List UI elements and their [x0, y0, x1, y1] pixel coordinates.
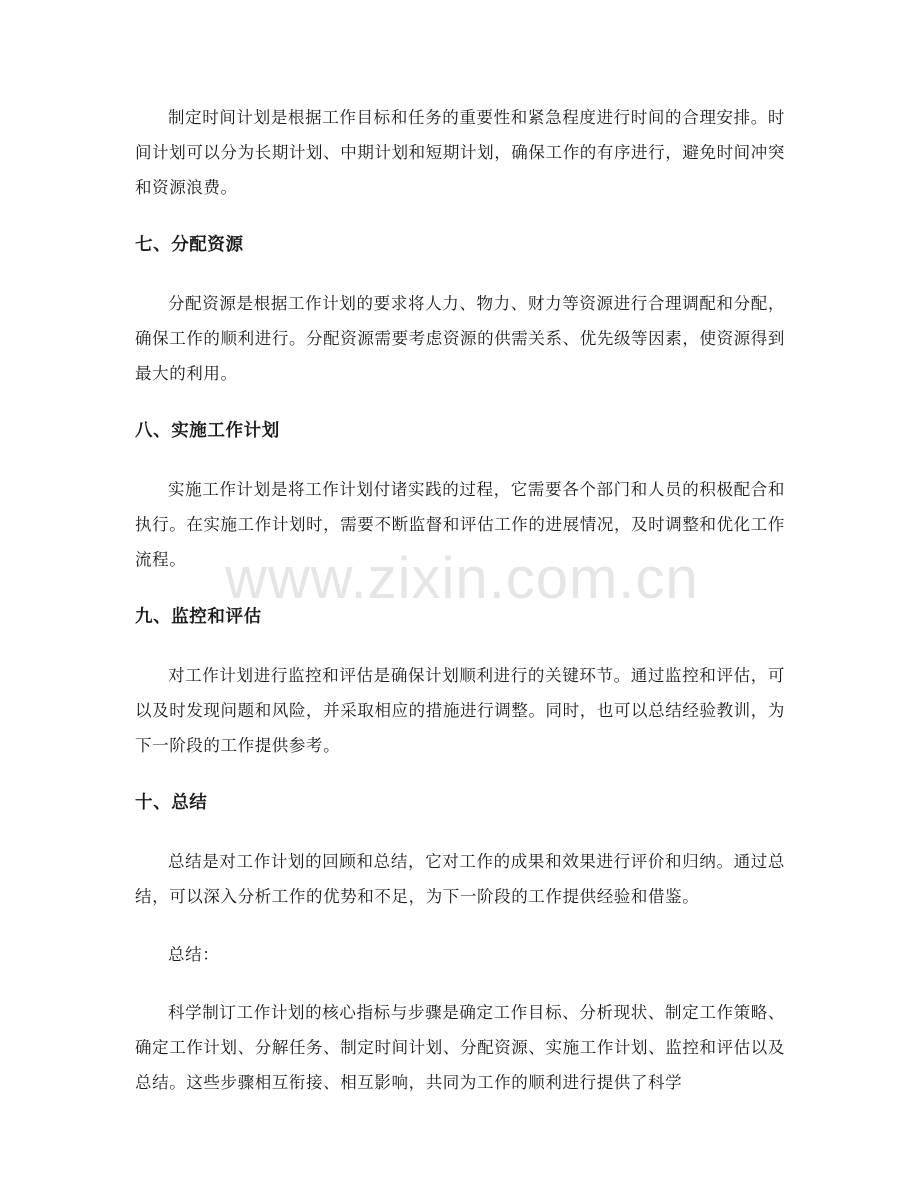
section-body-allocate-resources: 分配资源是根据工作计划的要求将人力、物力、财力等资源进行合理调配和分配，确保工作的顺利进行。分配资源需要考虑资源的供需关系、优先级等因素，使资源得到最大的利用。 [135, 294, 785, 383]
section-heading-implement-plan: 八、实施工作计划 [135, 421, 280, 441]
watermark: www.zixin.com.cn [225, 546, 699, 611]
summary-paragraph: 科学制订工作计划的核心指标与步骤是确定工作目标、分析现状、制定工作策略、确定工作计划、分解任务、制定时间计划、分配资源、实施工作计划、监控和评估以及总结。这些步骤相互衔接、相互影响，共同为工作的顺利进行提供了科学 [135, 1003, 785, 1092]
summary-label: 总结： [168, 945, 220, 964]
section-body-monitor-evaluate: 对工作计划进行监控和评估是确保计划顺利进行的关键环节。通过监控和评估，可以及时发现问题和风险，并采取相应的措施进行调整。同时，也可以总结经验教训，为下一阶段的工作提供参考。 [135, 666, 785, 755]
section-heading-allocate-resources: 七、分配资源 [135, 235, 244, 255]
section-heading-monitor-evaluate: 九、监控和评估 [135, 607, 262, 627]
intro-paragraph: 制定时间计划是根据工作目标和任务的重要性和紧急程度进行时间的合理安排。时间计划可以分为长期计划、中期计划和短期计划，确保工作的有序进行，避免时间冲突和资源浪费。 [135, 108, 785, 197]
document-body [135, 100, 785, 1123]
section-heading-summary: 十、总结 [135, 793, 208, 813]
section-body-summary: 总结是对工作计划的回顾和总结，它对工作的成果和效果进行评价和归纳。通过总结，可以深入分析工作的优势和不足，为下一阶段的工作提供经验和借鉴。 [135, 852, 785, 906]
section-body-implement-plan: 实施工作计划是将工作计划付诸实践的过程，它需要各个部门和人员的积极配合和执行。在实施工作计划时，需要不断监督和评估工作的进展情况，及时调整和优化工作流程。 [135, 480, 785, 569]
